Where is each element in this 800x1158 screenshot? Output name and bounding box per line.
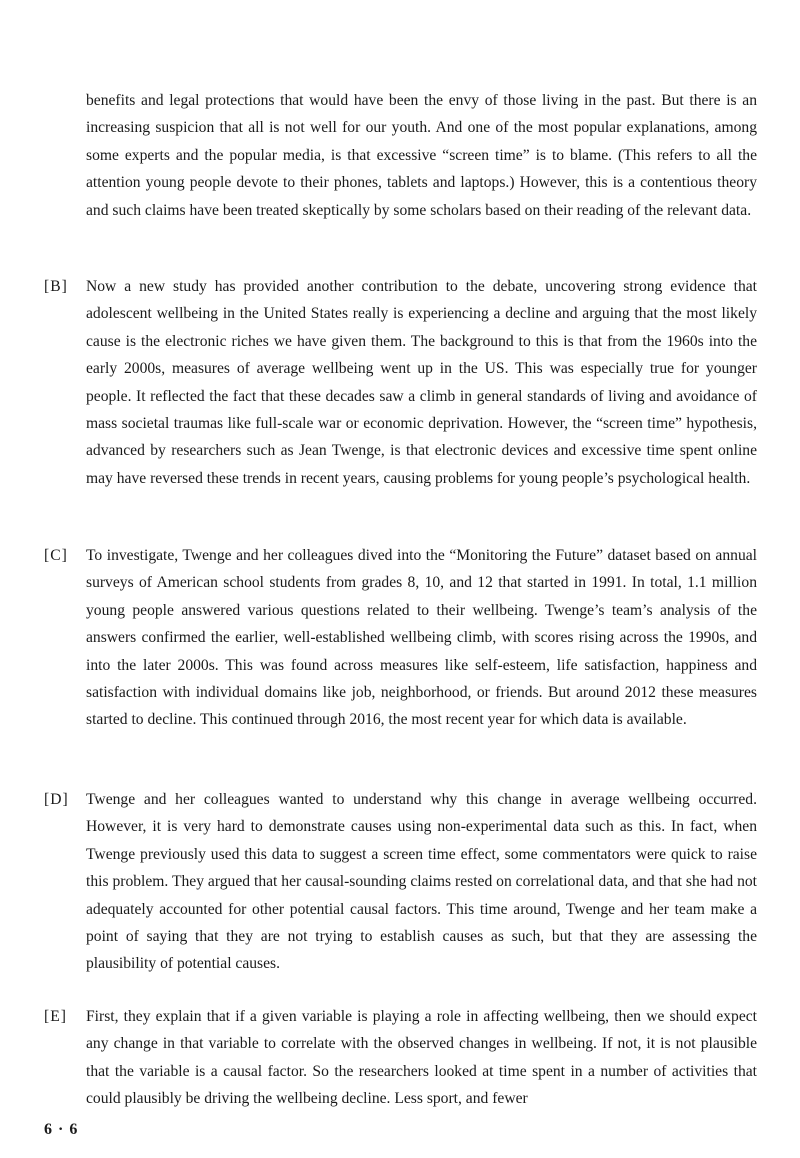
paragraph-c-text: To investigate, Twenge and her colleagues dived into the “Monitoring the Future” dataset based on annual surveys of American school students from grades 8, 10, and 12 that started in 1991. In total, 1.1 million young people answered various questions related to their wellbeing. Twenge’s team’s analysis of the answers confirmed the earlier, well-established wellbeing climb, with scores rising across the 1990s, and into the later 2000s. This was found across measures like self-esteem, life satisfaction, happiness and satisfaction with individual domains like job, neighborhood, or friends. But around 2012 these measures started to decline. This continued through 2016, the most recent year for which data is available. <box>86 547 757 729</box>
paragraph-e <box>44 1003 757 1113</box>
paragraph-b-text: Now a new study has provided another contribution to the debate, uncovering strong evidence that adolescent wellbeing in the United States really is experiencing a decline and arguing that the most likely cause is the electronic riches we have given them. The background to this is that from the 1960s into the early 2000s, measures of average wellbeing went up in the US. This was especially true for younger people. It reflected the fact that these decades saw a climb in general standards of living and avoidance of mass societal traumas like full-scale war or economic deprivation. However, the “screen time” hypothesis, advanced by researchers such as Jean Twenge, is that electronic devices and excessive time spent online may have reversed these trends in recent years, causing problems for young people’s psychological health. <box>86 278 757 487</box>
paragraph-e-marker: [E] <box>44 1008 67 1025</box>
paragraph-c <box>44 542 757 734</box>
paragraph-intro-text: benefits and legal protections that would have been the envy of those living in the past. But there is an increasing suspicion that all is not well for our youth. And one of the most popular explanations, among some experts and the popular media, is that excessive “screen time” is to blame. (This refers to all the attention young people devote to their phones, tablets and laptops.) However, this is a contentious theory and such claims have been treated skeptically by some scholars based on their reading of the relevant data. <box>86 92 757 219</box>
paragraph-e-text: First, they explain that if a given variable is playing a role in affecting wellbeing, then we should expect any change in that variable to correlate with the observed changes in wellbeing. If not, it is not plausible that the variable is a causal factor. So the researchers looked at time spent in a number of activities that could plausibly be driving the wellbeing decline. Less sport, and fewer <box>86 1008 757 1108</box>
paragraph-b-marker: [B] <box>44 278 68 295</box>
paragraph-d <box>44 786 757 978</box>
paragraph-d-marker: [D] <box>44 791 69 808</box>
paragraph-intro <box>86 87 757 224</box>
page-number: 6 · 6 <box>44 1121 79 1138</box>
paragraph-d-text: Twenge and her colleagues wanted to understand why this change in average wellbeing occurred. However, it is very hard to demonstrate causes using non-experimental data such as this. In fact, when Twenge previously used this data to suggest a screen time effect, some commentators were quick to raise this problem. They argued that her causal-sounding claims rested on correlational data, and that she had not adequately accounted for other potential causal factors. This time around, Twenge and her team make a point of saying that they are not trying to establish causes as such, but that they are assessing the plausibility of potential causes. <box>86 791 757 973</box>
paragraph-b <box>44 273 757 492</box>
paragraph-c-marker: [C] <box>44 547 68 564</box>
